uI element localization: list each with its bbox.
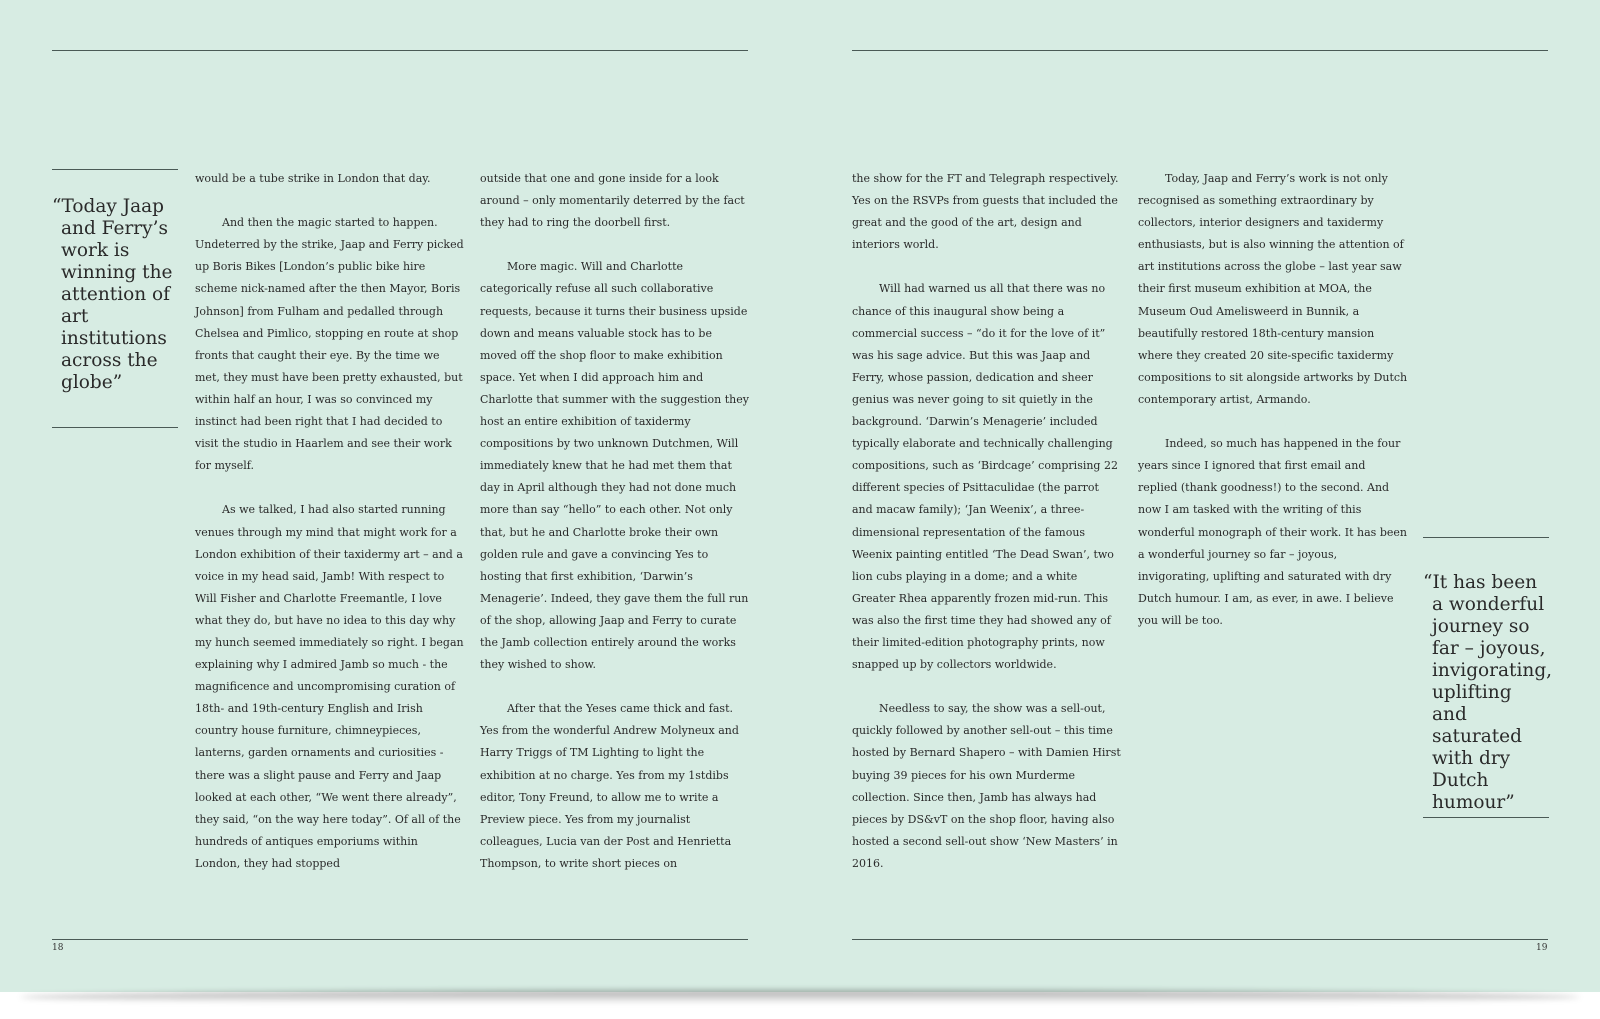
page-number-left: 18: [52, 943, 64, 953]
paragraph: And then the magic started to happen. Undeterred by the strike, Jaap and Ferry picked up Boris Bikes [London’s public bike hire scheme nick-named after the then Mayor, Boris Johnson] from Fulham and pedalled through Chelsea and Pimlico, stopping en route at shop fronts that caught their eye. By the time we met, they must have been pretty exhausted, but within half an hour, I was so convinced my instinct had been right that I had decided to visit the studio in Haarlem and see their work for myself.: [195, 216, 464, 473]
paragraph: Indeed, so much has happened in the four years since I ignored that first email and replied (thank goodness!) to the second. And now I am tasked with the writing of this wonderful monograph of their work. It has been a wonderful journey so far – joyous, invigorating, uplifting and saturated with dry Dutch humour. I am, as ever, in awe. I believe you will be too.: [1138, 437, 1407, 627]
pull-quote-right: [1423, 572, 1553, 814]
pull-quote-right-rule-bottom: [1423, 817, 1549, 818]
paragraph: More magic. Will and Charlotte categorically refuse all such collaborative requests, because it turns their business upside down and means valuable stock has to be moved off the shop floor to make exhibition space. Yet when I did approach him and Charlotte that summer with the suggestion they host an entire exhibition of taxidermy compositions by two unknown Dutchmen, Will immediately knew that he had met them that day in April although they had not done much more than say “hello” to each other. Not only that, but he and Charlotte broke their own golden rule and gave a convincing Yes to hosting that first exhibition, ‘Darwin’s Menagerie’. Indeed, they gave them the full run of the shop, allowing Jaap and Ferry to curate the Jamb collection entirely around the works they wished to show.: [480, 260, 749, 672]
pull-quote-left-text: “Today Jaap and Ferry’s work is winning the attention of art institutions across the globe”: [52, 196, 173, 393]
pull-quote-left-rule-bottom: [52, 427, 178, 428]
left-page-column-2: [480, 168, 750, 897]
bottom-rule-left: [52, 939, 748, 940]
pull-quote-left: [52, 196, 174, 394]
paragraph: Will had warned us all that there was no chance of this inaugural show being a commercial success – “do it for the love of it” was his sage advice. But this was Jaap and Ferry, whose passion, dedication and sheer genius was never going to sit quietly in the background. ‘Darwin’s Menagerie’ included typically elaborate and technically challenging compositions, such as ‘Birdcage’ comprising 22 different species of Psittaculidae (the parrot and macaw family); ‘Jan Weenix’, a three-dimensional representation of the famous Weenix painting entitled ‘The Dead Swan’, two lion cubs playing in a dome; and a white Greater Rhea apparently frozen mid-run. This was also the first time they had showed any of their limited-edition photography prints, now snapped up by collectors worldwide.: [852, 282, 1118, 672]
paragraph: outside that one and gone inside for a look around – only momentarily deterred by the fact they had to ring the doorbell first.: [480, 172, 745, 230]
pull-quote-right-text: “It has been a wonderful journey so far – joyous, invigorating, uplifting and saturated with dry Dutch humour”: [1423, 572, 1553, 813]
page-number-right: 19: [1536, 943, 1548, 953]
bottom-rule-right: [852, 939, 1548, 940]
paragraph: Needless to say, the show was a sell-out, quickly followed by another sell-out – this time hosted by Bernard Shapero – with Damien Hirst buying 39 pieces for his own Murderme collection. Since then, Jamb has always had pieces by DS&vT on the shop floor, having also hosted a second sell-out show ‘New Masters’ in 2016.: [852, 702, 1121, 870]
top-rule-left: [52, 50, 748, 51]
page-shadow: [20, 990, 1580, 1004]
pull-quote-right-rule-top: [1423, 537, 1549, 538]
right-page-column-2: [1138, 168, 1408, 654]
paragraph: the show for the FT and Telegraph respectively. Yes on the RSVPs from guests that included the great and the good of the art, design and interiors world.: [852, 172, 1119, 252]
paragraph: As we talked, I had also started running venues through my mind that might work for a London exhibition of their taxidermy art – and a voice in my head said, Jamb! With respect to Will Fisher and Charlotte Freemantle, I love what they do, but have no idea to this day why my hunch seemed immediately so right. I began explaining why I admired Jamb so much - the magnificence and uncompromising curation of 18th- and 19th-century English and Irish country house furniture, chimneypieces, lanterns, garden ornaments and curiosities - there was a slight pause and Ferry and Jaap looked at each other, “We went there already”, they said, “on the way here today”. Of all of the hundreds of antiques emporiums within London, they had stopped: [195, 503, 464, 870]
paragraph: Today, Jaap and Ferry’s work is not only recognised as something extraordinary by collectors, interior designers and taxidermy enthusiasts, but is also winning the attention of art institutions across the globe – last year saw their first museum exhibition at MOA, the Museum Oud Amelisweerd in Bunnik, a beautifully restored 18th-century mansion where they created 20 site-specific taxidermy compositions to sit alongside artworks by Dutch contemporary artist, Armando.: [1138, 172, 1408, 406]
paragraph: would be a tube strike in London that day.: [195, 172, 431, 185]
left-page-column-1: [195, 168, 465, 897]
paragraph: After that the Yeses came thick and fast. Yes from the wonderful Andrew Molyneux and Harry Triggs of TM Lighting to light the exhibition at no charge. Yes from my 1stdibs editor, Tony Freund, to allow me to write a Preview piece. Yes from my journalist colleagues, Lucia van der Post and Henrietta Thompson, to write short pieces on: [480, 702, 739, 870]
top-rule-right: [852, 50, 1548, 51]
pull-quote-left-rule-top: [52, 169, 178, 170]
right-page-column-1: [852, 168, 1122, 897]
